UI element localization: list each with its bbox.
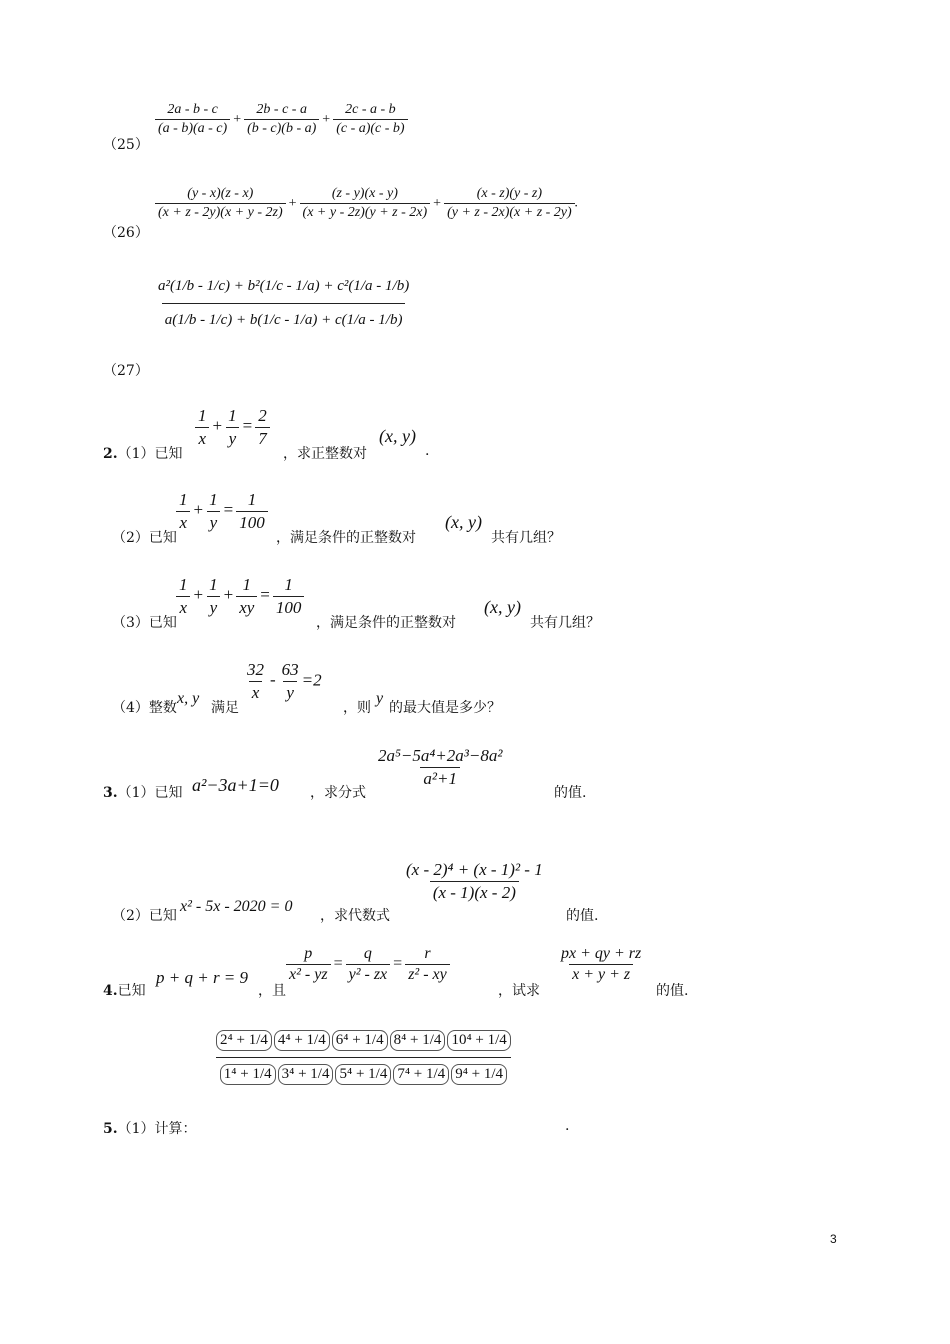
frac-25-1-den: (a - b)(a - c) (155, 119, 230, 137)
q3-2-condition: x² - 5x - 2020 = 0 (180, 898, 293, 915)
q2-1-end: . (425, 443, 430, 459)
q5-top-5: 10⁴ + 1/4 (447, 1030, 510, 1051)
q4-text1: ，且 (258, 983, 286, 999)
q4-target-num: px + qy + rz (561, 945, 642, 962)
q2-3-pair: (x, y) (484, 597, 521, 617)
problem-26-expression: $\frac{(y - x)(z - x)}{(x + z - 2y)(x + y - 2z)}$ + $\frac{(z - y)(x - y)}{(x + y - 2z)(y + z - 2x)}$ + $\frac{(x - z)(y - z)}{(y + z - 2x)(x + z - 2y)}$ . (155, 186, 578, 221)
q2-3-text: ，满足条件的正整数对 (316, 615, 456, 631)
q2-4-equation: $\frac{32}{x}$ - $\frac{63}{y}$ =2 (244, 660, 322, 703)
problem-27-expression (155, 278, 412, 329)
q4-frac1-den: x² - yz (286, 964, 331, 984)
q5-top-4: 8⁴ + 1/4 (390, 1030, 446, 1051)
q2-2-pair: (x, y) (445, 512, 482, 532)
q3-2-frac-den: (x - 1)(x - 2) (430, 881, 519, 903)
q2-1-frac2-num: 1 (228, 406, 237, 425)
q4-target (558, 945, 644, 984)
q5-bottom-2: 3⁴ + 1/4 (278, 1064, 334, 1085)
q2-4-label: （4）整数 (112, 700, 177, 716)
q3-2-label: （2）已知 (112, 908, 177, 924)
q3-2-tail: 的值. (566, 908, 599, 924)
q2-1-rhs-den: 7 (255, 427, 270, 449)
q2-3-label: （3）已知 (112, 615, 177, 631)
q2-1-pair: (x, y) (379, 426, 416, 446)
p27-den-2: + b(1/c - 1/a) (235, 312, 318, 328)
q2-4-frac2-den: y (283, 681, 297, 703)
q2-3-frac3-den: xy (236, 596, 257, 618)
q3-1-label: （1）已知 (117, 785, 183, 801)
q2-1-text: ，求正整数对 (283, 446, 367, 462)
frac-26-1-den: (x + z - 2y)(x + y - 2z) (155, 203, 286, 221)
q4-number: 4. (103, 983, 118, 999)
frac-26-2-num: (z - y)(x - y) (331, 186, 398, 201)
q3-2-text: ，求代数式 (320, 908, 390, 924)
q5-expression (212, 1030, 515, 1085)
q2-4-text1: 满足 (211, 700, 239, 716)
q2-2-text: ，满足条件的正整数对 (276, 530, 416, 546)
q2-4-y: y (376, 690, 384, 707)
p27-num-2: + b²(1/c - 1/a) (233, 278, 320, 294)
q2-2-rhs-den: 100 (236, 511, 268, 533)
page-number: 3 (830, 1232, 837, 1246)
q2-3-equation: $\frac{1}{x}$ + $\frac{1}{y}$ + $\frac{1}{xy}$ = $\frac{1}{100}$ (176, 575, 304, 618)
p27-num-1: a²(1/b - 1/c) (158, 278, 230, 294)
q5-top-1: 2⁴ + 1/4 (216, 1030, 272, 1051)
q3-number: 3. (103, 785, 118, 801)
q5-label: （1）计算： (117, 1121, 197, 1137)
q4-frac3-num: r (424, 945, 431, 962)
q2-2-tail: 共有几组？ (491, 530, 561, 546)
q2-1-frac1-den: x (195, 427, 209, 449)
q3-1-fraction (375, 746, 505, 789)
frac-26-2-den: (x + y - 2z)(y + z - 2x) (300, 203, 431, 221)
problem-26-label: （26） (103, 225, 149, 241)
q5-bottom-3: 5⁴ + 1/4 (335, 1064, 391, 1085)
q3-1-condition: a²−3a+1=0 (192, 775, 279, 795)
p27-den-3: + c(1/a - 1/b) (321, 312, 403, 328)
q2-1-rhs-num: 2 (258, 406, 267, 425)
frac-26-3-den: (y + z - 2x)(x + z - 2y) (444, 203, 575, 221)
q5-number: 5. (103, 1121, 118, 1137)
q4-frac3-den: z² - xy (405, 964, 450, 984)
q3-1-frac-den: a²+1 (420, 767, 460, 789)
q2-4-text2: ，则 (343, 700, 371, 716)
q4-frac2-den: y² - zx (346, 964, 391, 984)
q2-2-equation: $\frac{1}{x}$ + $\frac{1}{y}$ = $\frac{1}{100}$ (176, 490, 268, 533)
q3-1-text: ，求分式 (310, 785, 366, 801)
q5-top-2: 4⁴ + 1/4 (274, 1030, 330, 1051)
q3-2-fraction (403, 860, 546, 903)
q5-label-line (103, 1118, 197, 1138)
q2-2-label: （2）已知 (112, 530, 177, 546)
frac-26-3-num: (x - z)(y - z) (476, 186, 543, 201)
q2-1-equation: $\frac{1}{x}$ + $\frac{1}{y}$ = $\frac{2}{7}$ (195, 406, 270, 449)
problem-25-expression: $\frac{2a - b - c}{(a - b)(a - c)}$ + $\frac{2b - c - a}{(b - c)(b - a)}$ + $\frac{2c - a - b}{(c - a)(c - b)}$ (155, 102, 408, 137)
q2-4-vars: x, y (177, 690, 200, 707)
p27-den-1: a(1/b - 1/c) (164, 312, 233, 328)
frac-25-2-den: (b - c)(b - a) (244, 119, 319, 137)
q2-3-rhs-den: 100 (273, 596, 305, 618)
q2-4-frac2-num: 63 (281, 660, 299, 679)
q4-tail: 的值. (656, 983, 689, 999)
q3-2-frac-num: (x - 2)⁴ + (x - 1)² - 1 (406, 860, 543, 879)
q2-1-frac1-num: 1 (198, 406, 207, 425)
problem-26-end: . (574, 195, 579, 211)
p27-num-3: + c²(1/a - 1/b) (323, 278, 410, 294)
frac-25-2-num: 2b - c - a (256, 102, 307, 117)
problem-25-label: （25） (103, 137, 149, 153)
q2-2-rhs-num: 1 (247, 490, 257, 509)
q4-text2: ，试求 (498, 983, 540, 999)
q4-label: 已知 (117, 983, 146, 999)
frac-25-3-num: 2c - a - b (345, 102, 396, 117)
q4-frac1-num: p (304, 945, 313, 962)
q5-bottom-1: 1⁴ + 1/4 (220, 1064, 276, 1085)
q3-1-frac-num: 2a⁵−5a⁴+2a³−8a² (378, 746, 503, 765)
q4-target-den: x + y + z (569, 964, 633, 984)
q2-4-tail: 的最大值是多少？ (389, 700, 501, 716)
q2-4-frac1-num: 32 (247, 660, 264, 679)
q2-1-frac2-den: y (226, 427, 240, 449)
q4-label-line (103, 980, 146, 1000)
frac-25-1-num: 2a - b - c (167, 102, 218, 117)
q5-bottom-4: 7⁴ + 1/4 (393, 1064, 449, 1085)
q5-end: . (565, 1118, 570, 1134)
q4-frac2-num: q (363, 945, 372, 962)
q2-4-frac1-den: x (249, 681, 263, 703)
q4-condition: p + q + r = 9 (156, 968, 249, 987)
q5-bottom-5: 9⁴ + 1/4 (451, 1064, 507, 1085)
q2-3-rhs-num: 1 (284, 575, 293, 594)
q2-3-tail: 共有几组？ (530, 615, 600, 631)
q2-4-rhs: =2 (301, 670, 322, 690)
problem-27-label: （27） (103, 363, 149, 379)
q5-top-3: 6⁴ + 1/4 (332, 1030, 388, 1051)
q2-number: 2. (103, 446, 118, 462)
q3-1-tail: 的值. (554, 785, 587, 801)
q2-1-label: （1）已知 (117, 446, 183, 462)
frac-26-1-num: (y - x)(z - x) (187, 186, 254, 201)
q2-1-line (103, 443, 183, 463)
frac-25-3-den: (c - a)(c - b) (333, 119, 407, 137)
q3-1-label-line (103, 782, 183, 802)
q4-ratios: $\frac{p}{\text{x² - yz}}$ = $\frac{q}{\text{y² - zx}}$ = $\frac{r}{\text{z² - xy}}$ (286, 945, 450, 984)
